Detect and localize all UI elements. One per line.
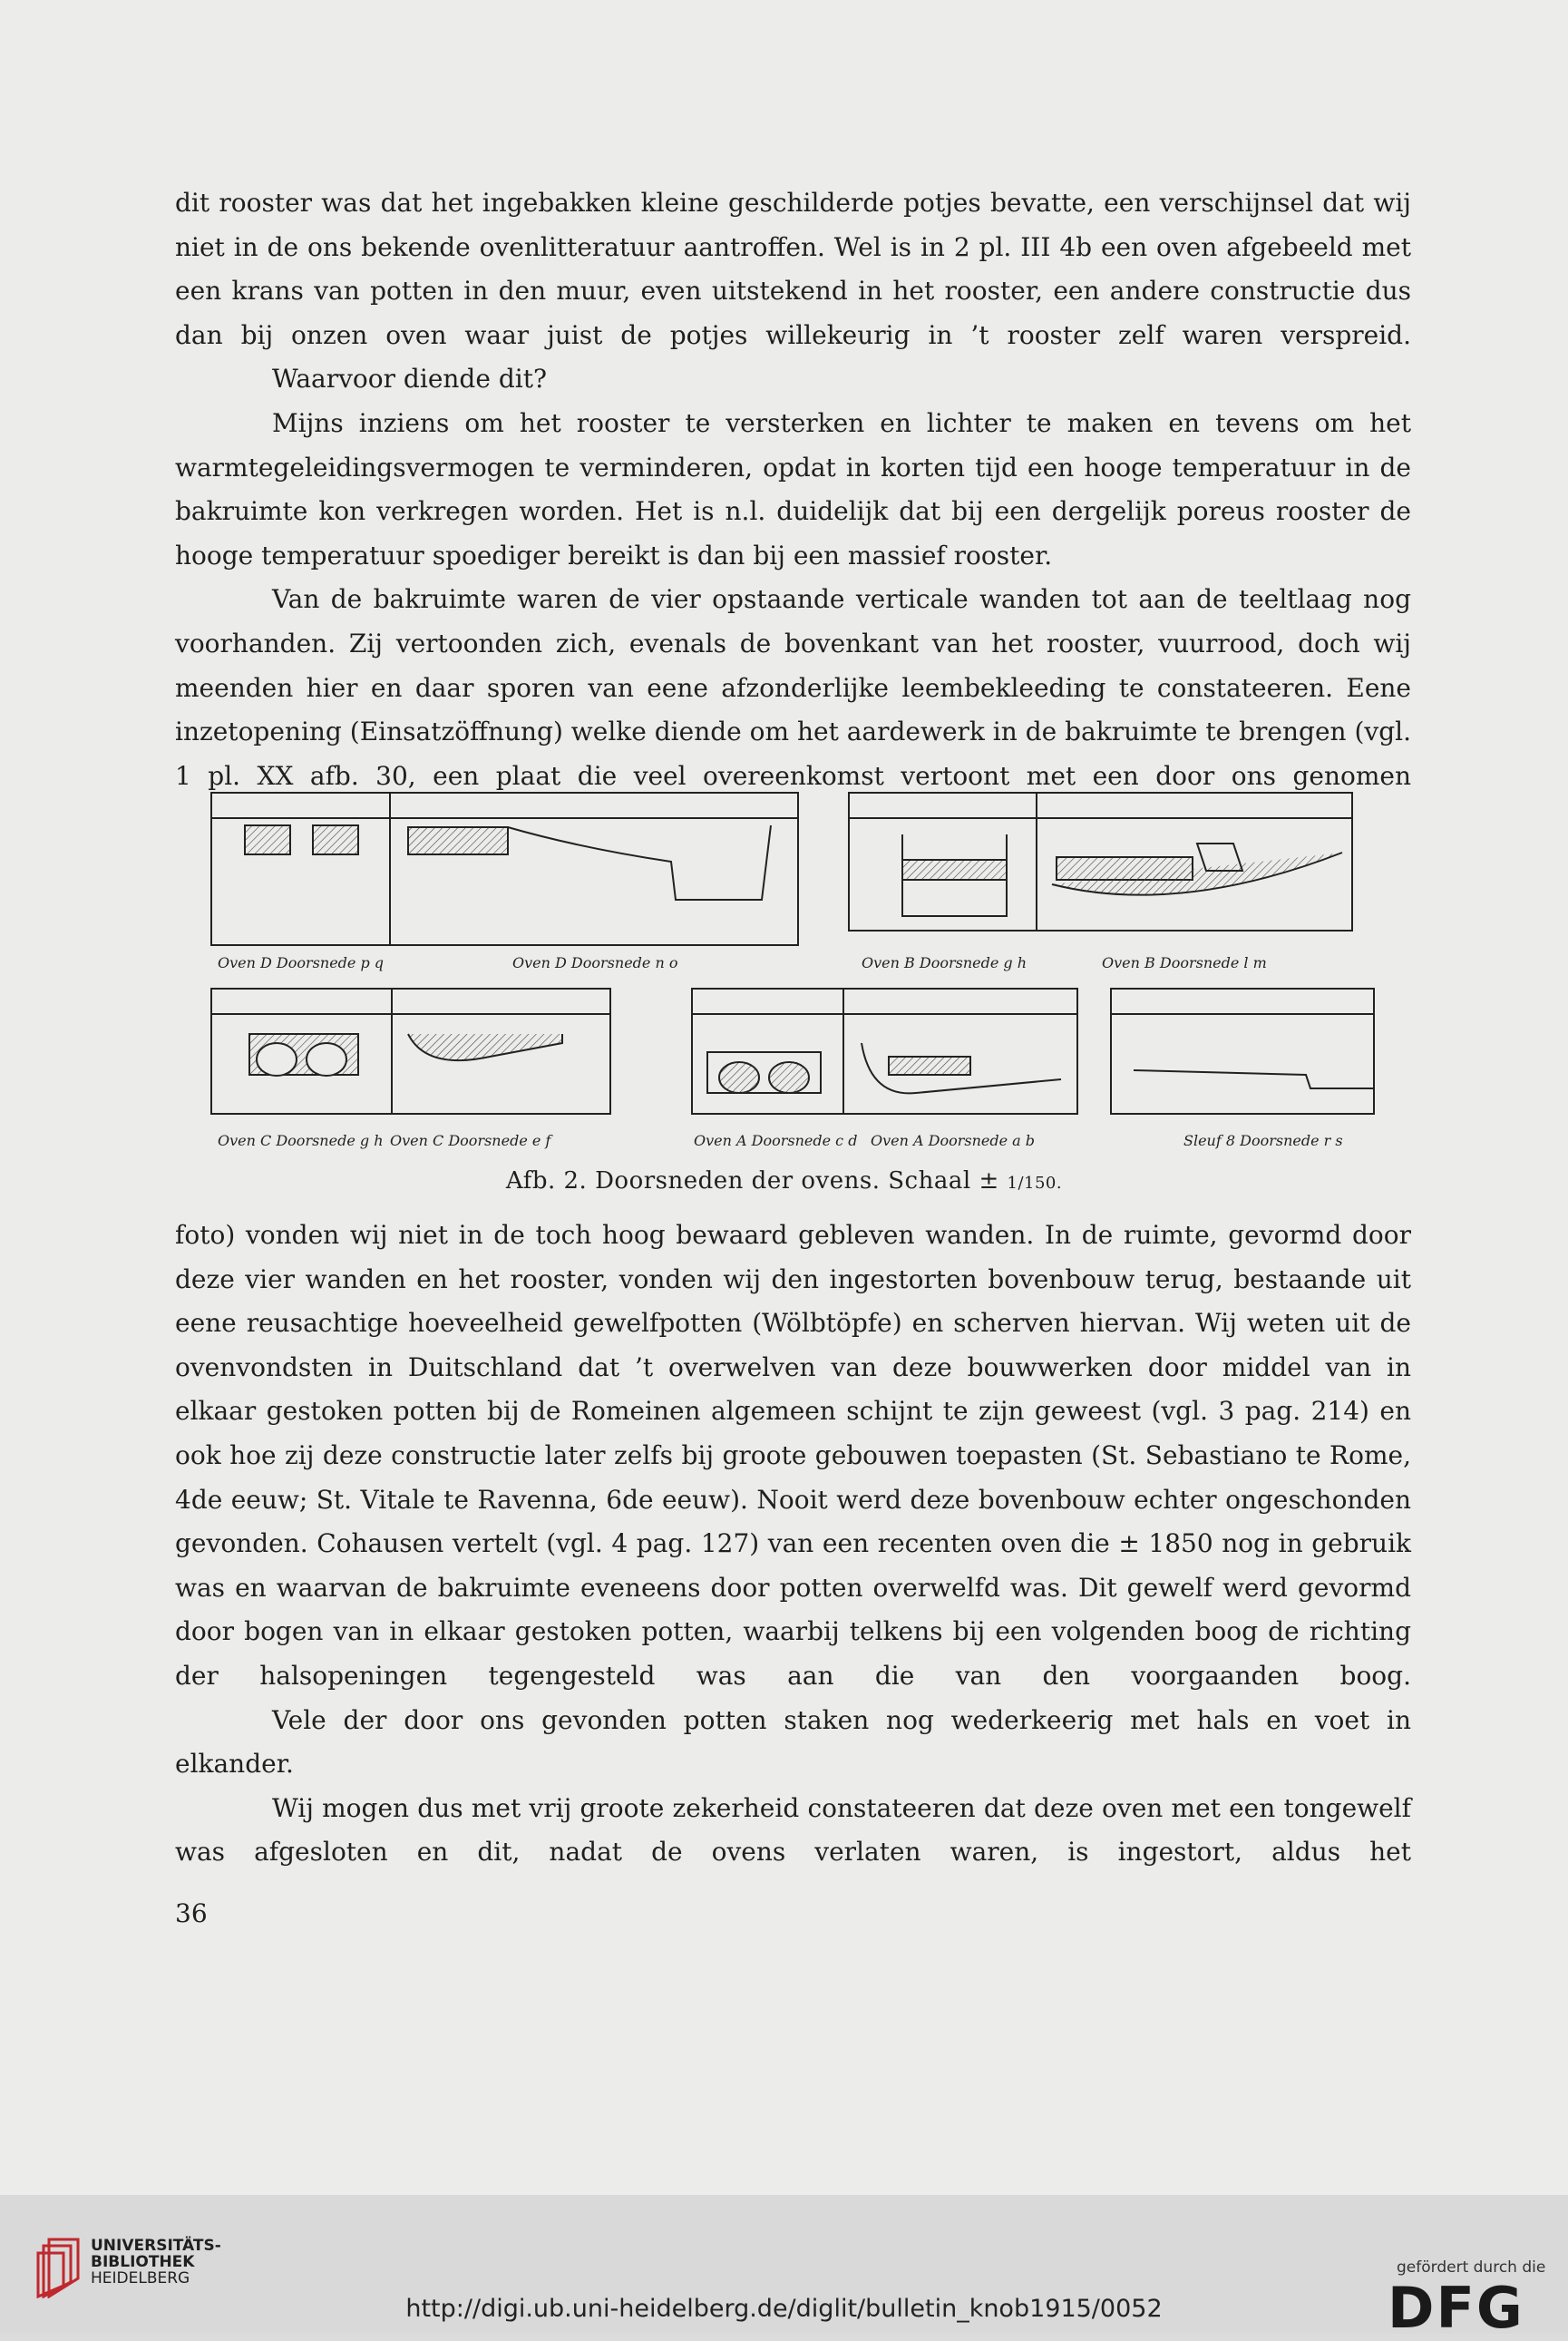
figure-label: Oven C Doorsnede e f (390, 1132, 551, 1149)
university-library-logo-icon (36, 2235, 83, 2298)
university-library-name (91, 2238, 221, 2287)
section-sleuf-8 (1111, 989, 1374, 1114)
paragraph: Van de bakruimte waren de vier opstaande verticale wanden tot aan de teeltlaag nog voorhanden. Zij vertoonden zich, evenals de bovenkant van het rooster, vuurrood, doch wij meenden hier en daar sporen van eene afzonderlijke leembekleeding te constateeren. Eene inzetopening (Einsatzöffnung) welke diende om het aardewerk in de bakruimte te brengen (vgl. 1 pl. XX afb. 30, een plaat die veel overeenkomst vertoont met een door ons genomen (175, 584, 1411, 791)
figure-label: Oven A Doorsnede a b (871, 1132, 1036, 1149)
section-oven-a (692, 989, 1077, 1114)
figure-label: Oven D Doorsnede n o (512, 954, 678, 971)
paragraph: Mijns inziens om het rooster te versterken en lichter te maken en tevens om het warmtegeleidingsvermogen te verminderen, opdat in korten tijd een hooge temperatuur in de bakruimte kon verkregen worden. Het is n.l. duidelijk dat bij een dergelijk poreus rooster de hooge temperatuur spoediger bereikt is dan bij een massief rooster. (175, 407, 1411, 571)
figure-label: Oven A Doorsnede c d (694, 1132, 858, 1149)
library-line: UNIVERSITÄTS- (91, 2237, 221, 2255)
paragraph: Waarvoor diende dit? (272, 364, 547, 395)
paragraph: dit rooster was dat het ingebakken kleine geschilderde potjes bevatte, een verschijnsel dat wij niet in de ons bekende ovenlitteratuur aantroffen. Wel is in 2 pl. III 4b een oven afgebeeld met een krans van potten in den muur, even uitstekend in het rooster, een andere constructie dus dan bij onzen oven waar juist de potjes willekeurig in ’t rooster zelf waren verspreid. (175, 188, 1411, 350)
section-oven-d (211, 793, 798, 945)
oven-sections-figure (0, 0, 1568, 1170)
dfg-logo: DFG (1388, 2275, 1524, 2341)
library-line: BIBLIOTHEK (91, 2253, 195, 2271)
caption-text: Afb. 2. Doorsneden der ovens. Schaal ± (505, 1167, 1008, 1195)
figure-label: Oven B Doorsnede l m (1102, 954, 1267, 971)
funding-note: gefördert durch die (1397, 2258, 1546, 2277)
paragraph: Vele der door ons gevonden potten staken nog wederkeerig met hals en voet in elkander. (175, 1704, 1411, 1780)
body-text-bottom (175, 1214, 1411, 1875)
figure-caption (0, 1167, 1568, 1195)
figure-label: Sleuf 8 Doorsnede r s (1183, 1132, 1343, 1149)
figure-label: Oven B Doorsnede g h (862, 954, 1027, 971)
figure-label: Oven C Doorsnede g h (218, 1132, 384, 1149)
section-oven-b (849, 793, 1352, 931)
caption-scale: 1/150. (1007, 1174, 1063, 1193)
figure-label: Oven D Doorsnede p q (218, 954, 385, 971)
permalink-url[interactable]: http://digi.ub.uni-heidelberg.de/diglit/bulletin_knob1915/0052 (405, 2295, 1163, 2323)
page-number: 36 (175, 1898, 208, 1928)
paragraph: Wij mogen dus met vrij groote zekerheid constateeren dat deze oven met een tongewelf was afgesloten en dit, nadat de ovens verlaten waren, is ingestort, aldus het (175, 1792, 1411, 1868)
paragraph: foto) vonden wij niet in de toch hoog bewaard gebleven wanden. In de ruimte, gevormd door deze vier wanden en het rooster, vonden wij den ingestorten bovenbouw terug, bestaande uit eene reusachtige hoeveelheid gewelfpotten (Wölbtöpfe) en scherven hiervan. Wij weten uit de ovenvondsten in Duitschland dat ’t overwelven van deze bouwwerken door middel van in elkaar gestoken potten bij de Romeinen algemeen schijnt te zijn geweest (vgl. 3 pag. 214) en ook hoe zij deze constructie later zelfs bij groote gebouwen toepasten (St. Sebastiano te Rome, 4de eeuw; St. Vitale te Ravenna, 6de eeuw). Nooit werd deze bovenbouw echter ongeschonden gevonden. Cohausen vertelt (vgl. 4 pag. 127) van een recenten oven die ± 1850 nog in gebruik was en waarvan de bakruimte eveneens door potten overwelfd was. Dit gewelf werd gevormd door bogen van in elkaar gestoken potten, waarbij telkens bij een volgenden boog de richting der halsopeningen tegengesteld was aan die van den voorgaanden boog. (175, 1220, 1411, 1691)
section-oven-c (211, 989, 610, 1114)
library-line: HEIDELBERG (91, 2269, 190, 2287)
